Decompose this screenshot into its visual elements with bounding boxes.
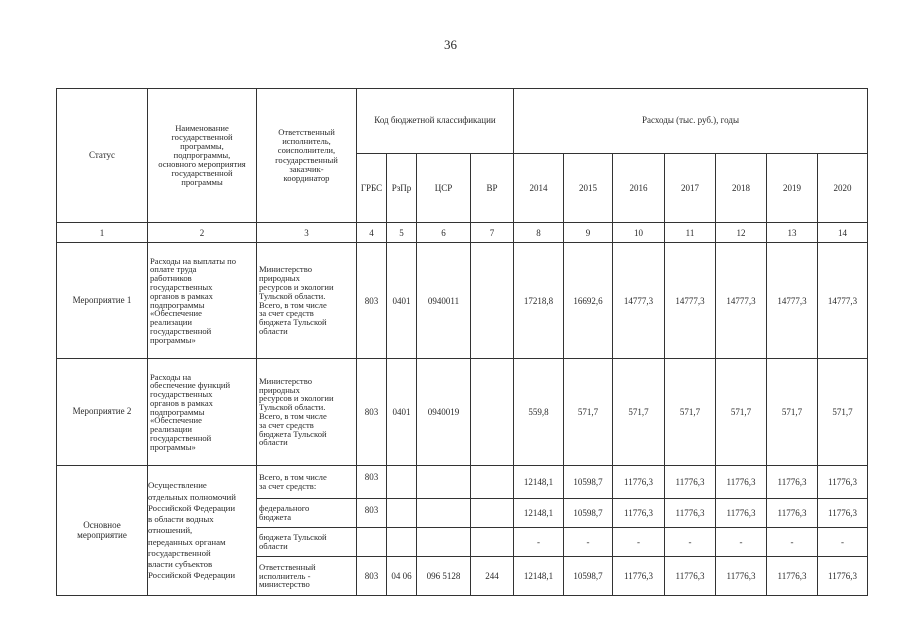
col-number: 6	[441, 227, 446, 238]
main-sub1-value-2020: 11776,3	[828, 477, 857, 487]
main-sub2-value-2016: 11776,3	[624, 508, 653, 518]
main-sub4-value-2019: 11776,3	[777, 571, 807, 581]
row2-value-2017: 571,7	[679, 407, 701, 417]
col-number: 7	[489, 227, 495, 238]
main-event-status: Основное мероприятие	[77, 520, 127, 540]
main-sub3-value-2017: -	[688, 537, 692, 547]
main-sub1-value-2018: 11776,3	[726, 477, 756, 487]
main-sub3-value-2016: -	[637, 537, 640, 547]
row1-value-2020: 14777,3	[827, 295, 858, 306]
main-sub3-executor: бюджета Тульской области	[259, 532, 327, 551]
header-expenses: Расходы (тыс. руб.), годы	[641, 115, 740, 126]
main-sub1-vr	[471, 466, 513, 498]
page-number: 36	[444, 37, 457, 52]
main-event-name: Осуществление отдельных полномочий Российской Федерации в области водных отношений, переданных органам государственной власти субъектов Российской Федерации	[148, 480, 236, 581]
header-csr: ЦСР	[434, 183, 453, 193]
main-sub2-value-2020: 11776,3	[828, 508, 857, 518]
col-number: 9	[585, 227, 591, 238]
main-sub2-vr	[471, 499, 513, 527]
header-year-2017: 2017	[681, 183, 699, 193]
main-sub2-grbs: 803	[364, 505, 379, 515]
header-year-2016: 2016	[629, 183, 648, 193]
header-budget-code: Код бюджетной классификации	[374, 115, 496, 126]
main-sub3-rzpr	[387, 528, 416, 556]
header-year-2019: 2019	[783, 183, 801, 193]
col-number: 12	[736, 227, 746, 238]
header-year-2015: 2015	[579, 183, 597, 193]
col-number: 1	[99, 227, 105, 238]
row2-value-2019: 571,7	[781, 407, 803, 417]
main-sub2-value-2014: 12148,1	[523, 508, 554, 518]
row1-rzpr: 0401	[392, 295, 411, 306]
main-sub1-value-2015: 10598,7	[573, 477, 603, 487]
main-sub4-value-2017: 11776,3	[675, 571, 705, 581]
main-sub4-rzpr: 04 06	[391, 571, 412, 581]
table-bottom-border	[56, 595, 868, 596]
row2-value-2016: 571,7	[628, 407, 649, 417]
main-sub4-grbs: 803	[364, 571, 379, 581]
main-sub3-csr	[417, 528, 470, 556]
col-number: 14	[838, 227, 847, 238]
main-sub3-value-2015: -	[586, 537, 590, 547]
row1-csr: 0940011	[427, 295, 460, 306]
col-number: 3	[304, 227, 309, 238]
header-rzpr: РзПр	[391, 183, 412, 193]
row2-status: Мероприятие 2	[72, 406, 132, 417]
main-sub3-value-2020: -	[841, 537, 844, 547]
row2-csr: 0940019	[427, 407, 460, 417]
row1-value-2014: 17218,8	[523, 295, 554, 306]
main-sub1-executor: Всего, в том числе за счет средств:	[259, 472, 327, 491]
main-sub1-csr	[417, 466, 470, 498]
main-sub2-rzpr	[387, 499, 416, 527]
row1-value-2018: 14777,3	[726, 295, 756, 306]
col-number: 5	[399, 227, 404, 238]
header-grbs: ГРБС	[360, 183, 383, 193]
main-sub2-value-2017: 11776,3	[675, 508, 705, 518]
header-vr: ВР	[486, 183, 498, 193]
row2-executor: Министерство природных ресурсов и экологии Тульской области. Всего, в том числе за счет средств бюджета Тульской области	[259, 375, 334, 448]
col-number: 11	[685, 227, 695, 238]
row2-name: Расходы на обеспечение функций государственных органов в рамках подпрограммы «Обеспечение реализации государственной программы»	[150, 371, 231, 452]
header-executor: Ответственный исполнитель, соисполнители, государственный заказчик- координатор	[275, 127, 338, 183]
main-sub1-value-2019: 11776,3	[777, 477, 807, 487]
col-number: 10	[634, 227, 643, 238]
row1-vr	[471, 243, 513, 358]
row1-value-2015: 16692,6	[573, 295, 603, 306]
row2-value-2020: 571,7	[832, 407, 853, 417]
col-line-14	[867, 88, 868, 596]
row2-value-2015: 571,7	[577, 407, 599, 417]
main-sub4-value-2014: 12148,1	[523, 571, 554, 581]
main-sub1-value-2017: 11776,3	[675, 477, 705, 487]
main-sub2-value-2015: 10598,7	[573, 508, 603, 518]
row2-grbs: 803	[364, 407, 379, 417]
col-number: 2	[199, 227, 205, 238]
main-sub1-value-2014: 12148,1	[523, 477, 554, 487]
main-sub1-value-2016: 11776,3	[624, 477, 653, 487]
main-sub4-value-2015: 10598,7	[573, 571, 603, 581]
col-number: 8	[536, 227, 541, 238]
main-sub4-value-2018: 11776,3	[726, 571, 756, 581]
header-year-2018: 2018	[732, 183, 750, 193]
main-sub4-value-2016: 11776,3	[624, 571, 653, 581]
main-sub2-value-2018: 11776,3	[726, 508, 756, 518]
main-sub4-executor: Ответственный исполнитель - министерство	[259, 561, 316, 590]
row2-vr	[471, 359, 513, 465]
main-sub1-rzpr	[387, 466, 416, 498]
main-sub4-vr: 244	[485, 571, 499, 581]
row1-grbs: 803	[364, 295, 379, 306]
main-sub2-executor: федерального бюджета	[259, 503, 310, 522]
main-sub3-value-2019: -	[790, 537, 794, 547]
main-sub3-grbs	[357, 528, 386, 556]
main-sub3-vr	[471, 528, 513, 556]
main-sub3-value-2014: -	[537, 537, 540, 547]
col-number: 4	[369, 227, 374, 238]
row2-rzpr: 0401	[392, 407, 411, 417]
row1-value-2017: 14777,3	[675, 295, 705, 306]
col-number: 13	[787, 227, 797, 238]
row1-value-2016: 14777,3	[623, 295, 654, 306]
main-sub1-grbs: 803	[364, 472, 379, 482]
main-sub2-csr	[417, 499, 470, 527]
header-year-2014: 2014	[529, 183, 548, 193]
main-sub2-value-2019: 11776,3	[777, 508, 807, 518]
header-program-name: Наименование государственной программы, подпрограммы, основного мероприятия государственной программы	[158, 122, 246, 188]
row1-status: Мероприятие 1	[72, 294, 132, 305]
main-sub4-csr: 096 5128	[426, 571, 461, 581]
header-status: Статус	[89, 149, 115, 160]
main-sub4-value-2020: 11776,3	[828, 571, 857, 581]
row1-executor: Министерство природных ресурсов и экологии Тульской области. Всего, в том числе за счет средств бюджета Тульской области	[259, 264, 334, 336]
row1-value-2019: 14777,3	[777, 295, 807, 306]
header-year-2020: 2020	[833, 183, 852, 193]
main-sub3-value-2018: -	[739, 537, 743, 547]
row1-name: Расходы на выплаты по оплате труда работников государственных органов в рамках подпрограммы «Обеспечение реализации государственной программы»	[150, 255, 237, 345]
row2-value-2014: 559,8	[528, 407, 549, 417]
row2-value-2018: 571,7	[730, 407, 752, 417]
